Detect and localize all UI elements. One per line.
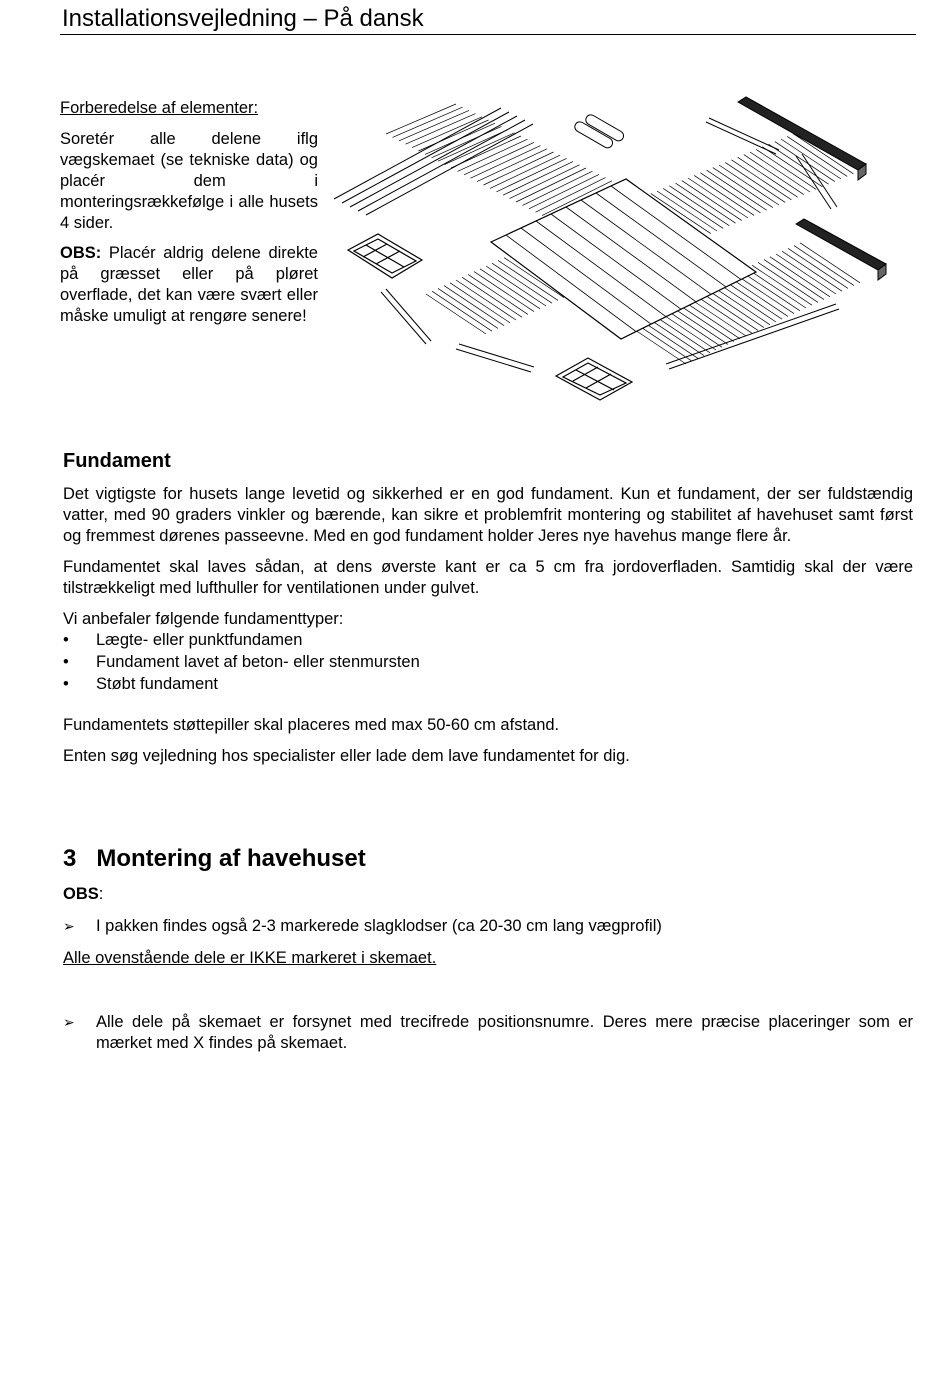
foundation-para-3: Vi anbefaler følgende fundamenttyper: <box>63 610 344 628</box>
foundation-type-list <box>63 630 913 695</box>
assembly-heading <box>63 844 913 874</box>
foundation-heading: Fundament <box>63 450 171 472</box>
list-item: ➢ Alle dele på skemaet er forsynet med trecifrede positionsnumre. Deres mere præcise placeringer som er mærket med X findes på skemaet. <box>63 1013 913 1052</box>
chapter-number: 3 <box>63 845 77 872</box>
assembly-underlined-note: Alle ovenstående dele er IKKE markeret i skemaet. <box>63 949 437 967</box>
preparation-heading: Forberedelse af elementer: <box>60 99 259 117</box>
foundation-para-4: Fundamentets støttepiller skal placeres med max 50-60 cm afstand. <box>63 716 560 734</box>
arrow-bullet-icon: ➢ <box>63 918 75 934</box>
obs-text: Placér aldrig delene direkte på græsset eller på pløret overflade, det kan være svært eller måske umuligt at rengøre senere! <box>60 244 318 325</box>
foundation-para-1: Det vigtigste for husets lange levetid og sikkerhed er en god fundament. Kun et fundament, der ser fuldstændig vatter, med 90 graders vinkler og bærende, kan sikre et problemfrit montering og stabilitet af havehuset samt først og fremmest dørenes passeevne. Med en god fundament holder Jeres nye havehus mange flere år. <box>63 485 913 545</box>
list-item: • Fundament lavet af beton- eller stenmursten <box>63 653 420 671</box>
page-title: Installationsvejledning – På dansk <box>62 5 424 32</box>
preparation-section <box>60 98 318 336</box>
exploded-parts-diagram <box>326 94 916 406</box>
foundation-section <box>63 448 913 767</box>
assembly-section <box>63 844 913 1054</box>
list-item: • Lægte- eller punktfundamen <box>63 631 303 649</box>
obs-label: OBS: <box>60 244 102 262</box>
preparation-text: Soretér alle delene iflg vægskemaet (se tekniske data) og placér dem i monteringsrækkefølge i alle husets 4 sider. <box>60 130 318 232</box>
chapter-title: Montering af havehuset <box>96 845 366 872</box>
foundation-para-5: Enten søg vejledning hos specialister eller lade dem lave fundamentet for dig. <box>63 747 630 765</box>
assembly-obs: OBS: <box>63 885 104 903</box>
list-item: • Støbt fundament <box>63 675 218 693</box>
header-divider <box>60 34 916 35</box>
arrow-bullet-icon: ➢ <box>63 1014 75 1030</box>
foundation-para-2: Fundamentet skal laves sådan, at dens øverste kant er ca 5 cm fra jordoverfladen. Samtidig skal der være tilstrækkeligt med lufthuller for ventilationen under gulvet. <box>63 558 913 597</box>
preparation-obs <box>60 243 318 327</box>
list-item: ➢ I pakken findes også 2-3 markerede slagklodser (ca 20-30 cm lang vægprofil) <box>63 917 662 935</box>
